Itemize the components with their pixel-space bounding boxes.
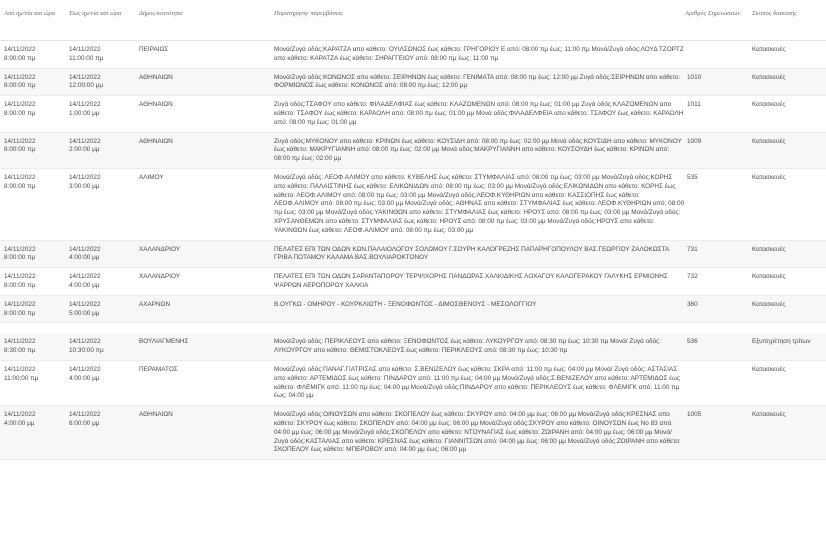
table-row	[0, 240, 826, 268]
end-time: 4:00:00 μμ	[69, 281, 100, 289]
remark-cell: Μονά/Ζυγά οδός: ΠΕΡΙΚΛΕΟΥΣ απο κάθετο: ΞΕΝΟΦΩΝΤΟΣ έως κάθετο: ΛΥΚΟΥΡΓΟΥ από: 08:30 πμ έως: 10:30 πμ Μονά/ Ζυγά οδός: ΛΥΚΟΥΡΓΟΥ απο κάθετο: ΘΕΜΙΣΤΟΚΛΕΟΥΣ έως κάθετο: ΠΕΡΙΚΛΕΟΥΣ από: 08:30 πμ έως: 10:30 πμ	[274, 333, 685, 360]
end-time: 4:00:00 μμ	[69, 254, 100, 262]
end-cell	[69, 333, 139, 360]
end-cell	[69, 268, 139, 296]
start-time: 8:00:00 πμ	[4, 146, 36, 154]
start-time: 8:00:00 πμ	[4, 182, 36, 190]
end-time: 12:00:00 μμ	[69, 82, 104, 90]
end-cell	[69, 68, 139, 96]
remark-cell: Μονά/Ζυγά οδός:ΚΟΝΩΝΟΣ απο κάθετο: ΣΕΙΡΗΝΩΝ έως κάθετο: ΓΕΝΙΜΑΤΑ από: 08:00 πμ έως: 12:00 μμ Ζυγά οδός:ΣΕΙΡΗΝΩΝ απο κάθετο: ΦΟΡΜΙΩΝΟΣ έως κάθετο: ΚΟΝΩΝΟΣ από: 08:00 πμ έως: 12:00 μμ	[274, 68, 685, 96]
reason-cell: Κατασκευές	[752, 295, 826, 323]
remark-cell: Μονά/Ζυγά οδός:ΚΑΡΑΤΖΑ απο κάθετο: ΟΥΙΛΣΩΝΟΣ έως κάθετο: ΓΡΗΓΟΡΙΟΥ Ε από: 08:00 πμ έως: 11:00 πμ Μονά/Ζυγά οδός:ΛΟΥΔ ΤΖΟΡΤΖ απο κάθετο: ΚΑΡΑΤΖΑ έως κάθετο: ΣΗΡΑΓΓΕΙΟΥ από: 08:00 πμ έως: 11:00 πμ	[274, 41, 685, 69]
municipality-cell: ΧΑΛΑΝΔΡΙΟΥ	[139, 240, 274, 268]
start-time: 8:00:00 πμ	[4, 82, 36, 90]
end-cell	[69, 41, 139, 69]
remark-cell: Β.ΟΥΓΚΩ - ΟΜΗΡΟΥ - ΚΟΥΡΚΛΙΩΤΗ - ΞΕΝΟΦΩΝΤΟΣ - ΔΙΜΟΣΘΕΝΟΥΣ - ΜΕΣΟΛΟΓΓΙΟΥ	[274, 295, 685, 323]
reason-cell: Κατασκευές	[752, 406, 826, 460]
start-date: 14/11/2022	[4, 73, 36, 81]
table-row	[0, 168, 826, 240]
header-count[interactable]: Αριθμός Σημειώσεων	[685, 0, 752, 41]
municipality-cell: ΒΟΥΛΙΑΓΜΕΝΗΣ	[139, 333, 274, 360]
table-row	[0, 268, 826, 296]
remark-cell: ΠΕΛΑΤΕΣ ΕΠΙ ΤΩΝ ΟΔΩΝ ΣΑΡΑΝΤΑΠΟΡΟΥ ΤΕΡΨΙΧΟΡΗΣ ΠΑΝΔΩΡΑΣ ΧΑΛΚΙΔΙΚΗΣ ΛΟΧΑΓΟΥ ΚΑΛΟΓΕΡΑΚΟΥ ΓΑΛΥΚΗΣ ΕΡΜΙΟΝΗΣ ΨΑΡΡΩΝ ΑΕΡΟΠΟΡΟΥ ΧΑΛΚΙΑ	[274, 268, 685, 296]
start-cell	[0, 360, 69, 405]
remark-cell: Ζυγά οδός:ΤΣΑΦΟΥ απο κάθετο: ΦΙΛΑΔΕΛΦΙΑΣ έως κάθετο: ΚΛΑΖΟΜΕΝΩΝ από: 08:00 πμ έως: 01:00 μμ Ζυγά οδός:ΚΛΑΖΟΜΕΝΩΝ απο κάθετο: ΤΣΑΦΟΥ έως κάθετο: ΚΑΡΑΟΛΗ από: 08:00 πμ έως: 01:00 μμ Μονά οδός:ΦΙΛΑΔΕΛΦΕΙΑ απο κάθετο: ΤΣΑΦΟΥ έως κάθετο: ΚΑΡΑΟΛΗ από: 08:00 πμ έως: 01:00 μμ	[274, 96, 685, 132]
end-time: 1:00:00 μμ	[69, 109, 100, 117]
end-time: 6:00:00 μμ	[69, 419, 100, 427]
remark-cell: ΠΕΛΑΤΕΣ ΕΠΙ ΤΩΝ ΟΔΩΝ ΚΩΝ.ΠΑΛΑΙΟΛΟΓΟΥ ΣΟΛΩΜΟΥ Γ.ΣΟΥΡΗ ΚΑΛΟΓΡΕΖΗΣ ΠΑΠΑΡΗΓΟΠΟΥΛΟΥ ΒΑΣ.ΓΕΩΡΓΙΟΥ ΖΑΛΟΚΩΣΤΑ ΓΡΙΒΑ ΠΟΤΑΜΟΥ ΚΑΛΑΜΑ ΒΑΣ.ΒΟΥΛΙΑΡΟΚΤΟΝΟΥ	[274, 240, 685, 268]
start-time: 11:00:00 πμ	[4, 374, 39, 382]
table-row	[0, 68, 826, 96]
end-time: 3:00:00 μμ	[69, 182, 100, 190]
end-date: 14/11/2022	[69, 46, 101, 53]
header-reason[interactable]: Σκοπός διακοπής	[752, 0, 826, 41]
count-cell: 731	[685, 240, 752, 268]
table-row	[0, 360, 826, 405]
start-date: 14/11/2022	[4, 411, 36, 419]
header-end[interactable]: Έως ημ/νία και ώρα	[69, 0, 139, 41]
end-date: 14/11/2022	[69, 173, 101, 181]
end-time: 2:00:00 μμ	[69, 146, 100, 154]
start-date: 14/11/2022	[4, 273, 36, 281]
reason-cell: Κατασκευές	[752, 268, 826, 296]
end-date: 14/11/2022	[69, 338, 101, 346]
end-date: 14/11/2022	[69, 101, 101, 109]
table-row	[0, 132, 826, 168]
municipality-cell: ΑΘΗΝΑΙΩΝ	[139, 96, 274, 132]
remark-cell: Μονά/Ζυγά οδός:ΟΙΝΟΥΣΩΝ απο κάθετο: ΣΚΟΠΕΛΟΥ έως κάθετο: ΣΚΥΡΟΥ από: 04:00 μμ έως: 06:00 μμ Μονά/Ζυγά οδός:ΚΡΕΣΝΑΣ απο κάθετο: ΣΚΥΡΟΥ έως κάθετο: ΣΚΟΠΕΛΟΥ από: 04:00 μμ έως: 06:00 μμ Μονά/Ζυγά οδός:ΣΚΥΡΟΥ απο κάθετο: ΟΙΝΟΥΣΩΝ έως Νο 83 από: 04:00 μμ έως: 06:00 μμ Μονά/Ζυγά οδός:ΣΚΟΠΕΛΟΥ απο κάθετο: ΝΤΟΥΝΑΓΙΑΣ έως κάθετο: ΖΩΙΡΑΝΗ από: 04:00 μμ έως: 06:00 μμ Μονά/Ζυγά οδός:ΚΑΣΤΑΛΙΑΣ απο κάθετο: ΚΡΕΣΝΑΣ έως κάθετο: ΓΙΑΝΝΙΤΣΩΝ από: 04:00 μμ έως: 06:00 μμ Μονά/Ζυγά οδός:ΖΩΙΡΑΝΗ απο κάθετο: ΣΚΟΠΕΛΟΥ έως κάθετο: ΜΠΕΡΟΒΟΥ από: 04:00 μμ έως: 06:00 μμ	[274, 406, 685, 460]
count-cell: 535	[685, 168, 752, 240]
start-cell	[0, 96, 69, 132]
remark-cell: Μονά/Ζυγά οδός:ΠΑΝΑΓ.ΓΙΑΤΡΙΣΑΣ απο κάθετο: Σ.ΒΕΝΙΖΕΛΟΥ έως κάθετο: ΣΚΡΑ από: 11:00 πμ έως: 04:00 μμ Μονά/ Ζυγά οδός: ΑΣΤΑΣΙΑΣ απο κάθετο: ΑΡΤΕΜΙΔΟΣ έως κάθετο: ΠΙΝΔΑΡΟΥ από: 11:00 πμ έως: 04:00 μμ Μονά/Ζυγά οδός:Σ.ΒΕΝΙΖΕΛΟΥ απο κάθετο: ΑΡΤΕΜΙΔΟΣ έως κάθετο: ΦΛΕΜΙΓΚ από: 11:00 πμ έως: 04:00 μμ Μονά/Ζυγά οδός:ΠΙΝΔΑΡΟΥ απο κάθετο: ΠΕΡΙΚΛΕΟΥΣ έως κάθετο: ΦΛΕΜΙΓΚ από: 11:00 πμ έως: 04:00 μμ	[274, 360, 685, 405]
municipality-cell: ΑΘΗΝΑΙΩΝ	[139, 406, 274, 460]
end-date: 14/11/2022	[69, 300, 101, 308]
count-cell: 1009	[685, 132, 752, 168]
count-cell: 536	[685, 333, 752, 360]
end-date: 14/11/2022	[69, 365, 101, 373]
start-date: 14/11/2022	[4, 338, 36, 346]
count-cell: 1010	[685, 68, 752, 96]
municipality-cell: ΑΘΗΝΑΙΩΝ	[139, 132, 274, 168]
start-time: 4:00:00 μμ	[4, 419, 35, 427]
count-cell: 1011	[685, 96, 752, 132]
header-municipality[interactable]: Δήμος/κοινότητα	[139, 0, 274, 41]
reason-cell: Κατασκευές	[752, 41, 826, 69]
end-cell	[69, 240, 139, 268]
count-cell	[685, 360, 752, 405]
start-date: 14/11/2022	[4, 101, 36, 109]
start-cell	[0, 41, 69, 69]
reason-cell: Κατασκευές	[752, 132, 826, 168]
table-row	[0, 406, 826, 460]
municipality-cell: ΠΕΙΡΑΙΩΣ	[139, 41, 274, 69]
start-cell	[0, 406, 69, 460]
start-cell	[0, 132, 69, 168]
start-cell	[0, 68, 69, 96]
start-date: 14/11/2022	[4, 300, 36, 308]
municipality-cell: ΑΘΗΝΑΙΩΝ	[139, 68, 274, 96]
start-date: 14/11/2022	[4, 365, 36, 373]
reason-cell: Κατασκευές	[752, 240, 826, 268]
start-date: 14/11/2022	[4, 245, 36, 253]
count-cell: 732	[685, 268, 752, 296]
start-time: 8:00:00 πμ	[4, 109, 36, 117]
municipality-cell: ΠΕΡΑΜΑΤΟΣ	[139, 360, 274, 405]
start-time: 8:00:00 πμ	[4, 281, 36, 289]
remark-cell: Μονά/Ζυγά οδός: ΛΕΟΦ.ΑΛΙΜΟΥ απο κάθετο: ΚΥΒΕΛΗΣ έως κάθετο: ΣΤΥΜΦΑΛΙΑΣ από: 08:00 πμ έως: 03:00 μμ Μονά/Ζυγά οδός:ΚΟΡΗΣ απο κάθετο: ΠΑΛΑΙΣΤΙΝΗΣ έως κάθετο: ΕΛΙΚΩΝΙΔΩΝ από: 08:00 πμ έως: 03:00 μμ Μονά/Ζυγά οδός:ΕΛΙΚΩΝΙΔΩΝ απο κάθετο: ΚΟΡΗΣ έως κάθετο: ΛΕΟΦ.ΑΛΙΜΟΥ από: 08:00 πμ έως: 03:00 μμ Μονά/Ζυγά οδός:ΛΕΟΦ.ΚΥΘΗΡΙΩΝ απο κάθετο: ΚΑΣΣΙΟΠΗΣ έως κάθετο: ΛΕΟΦ.ΑΛΙΜΟΥ από: 08:00 πμ έως: 03:00 μμ Μονά/Ζυγά οδός: ΑΘΗΝΑΣ απο κάθετο: ΣΤΥΜΦΑΛΙΑΣ έως κάθετο: ΛΕΟΦ.ΚΥΘΗΡΙΩΝ από: 08:00 πμ έως: 03:00 μμ Μονά/Ζυγά οδός:ΥΑΚΙΝΘΩΝ απο κάθετο: ΣΤΥΜΦΑΛΙΑΣ έως κάθετο: ΗΡΟΥΣ από: 08:00 πμ έως: 03:00 μμ Μονά/Ζυγά οδός: ΧΡΥΣΑΝΘΕΜΩΝ απο κάθετο: ΣΤΥΜΦΑΛΙΑΣ έως κάθετο: ΗΡΟΥΣ από: 08:00 πμ έως: 03:00 μμ Μονά/Ζυγά οδός:ΗΡΟΥΣ απο κάθετο: ΥΑΚΙΝΘΩΝ έως κάθετο: ΛΕΟΦ.ΑΛΙΜΟΥ από: 08:00 πμ έως: 03:00 μμ	[274, 168, 685, 240]
start-time: 8:00:00 πμ	[4, 309, 36, 317]
municipality-cell: ΑΧΑΡΝΩΝ	[139, 295, 274, 323]
reason-cell: Κατασκευές	[752, 168, 826, 240]
start-cell	[0, 295, 69, 323]
remark-cell: Ζυγά οδός:ΜΥΚΟΝΟΥ απο κάθετο: ΚΡΙΝΩΝ έως κάθετο: ΚΟΥΣΙΔΗ από: 08:00 πμ έως: 02:00 μμ Μονά οδός:ΚΟΥΣΙΔΗ απο κάθετο: ΜΥΚΟΝΟΥ έως κάθετο: ΜΑΚΡΥΓΙΑΝΝΗ από: 08:00 πμ έως: 02:00 μμ Μονά οδός:ΜΑΚΡΥΓΙΑΝΝΗ απο κάθετο: ΚΟΥΣΟΥΔΗ έως κάθετο: ΚΡΙΝΩΝ από: 08:00 πμ έως: 02:00 μμ	[274, 132, 685, 168]
start-time: 8:00:00 πμ	[4, 254, 36, 262]
start-time: 8:30:00 πμ	[4, 347, 36, 355]
table-row	[0, 295, 826, 323]
municipality-cell: ΧΑΛΑΝΔΡΙΟΥ	[139, 268, 274, 296]
end-cell	[69, 360, 139, 405]
end-date: 14/11/2022	[69, 273, 101, 281]
end-time: 10:30:00 πμ	[69, 347, 104, 355]
municipality-cell: ΑΛΙΜΟΥ	[139, 168, 274, 240]
end-time: 5:00:00 μμ	[69, 309, 100, 317]
end-date: 14/11/2022	[69, 73, 101, 81]
header-remark[interactable]: Παρατηρηση/ παρεμβάσεις	[274, 0, 685, 41]
start-date: 14/11/2022	[4, 173, 36, 181]
start-cell	[0, 168, 69, 240]
table-header-row	[0, 0, 826, 41]
start-cell	[0, 240, 69, 268]
reason-cell: Κατασκευές	[752, 360, 826, 405]
start-date: 14/11/2022	[4, 137, 36, 145]
end-cell	[69, 295, 139, 323]
end-cell	[69, 168, 139, 240]
end-cell	[69, 96, 139, 132]
end-date: 14/11/2022	[69, 137, 101, 145]
end-cell	[69, 132, 139, 168]
spacer-row	[0, 323, 826, 334]
count-cell	[685, 41, 752, 69]
end-date: 14/11/2022	[69, 245, 101, 253]
table-body	[0, 41, 826, 460]
end-time: 4:00:00 μμ	[69, 374, 100, 382]
reason-cell: Κατασκευές	[752, 68, 826, 96]
header-start[interactable]: Από ημ/νία και ώρα	[0, 0, 69, 41]
reason-cell: Εξυπηρέτηση τρίτων	[752, 333, 826, 360]
start-cell	[0, 333, 69, 360]
start-cell	[0, 268, 69, 296]
start-date: 14/11/2022	[4, 46, 36, 53]
end-time: 11:00:00 πμ	[69, 54, 104, 62]
start-time: 8:00:00 πμ	[4, 54, 36, 62]
count-cell: 360	[685, 295, 752, 323]
table-row	[0, 96, 826, 132]
reason-cell: Κατασκευές	[752, 96, 826, 132]
table-row	[0, 333, 826, 360]
end-date: 14/11/2022	[69, 411, 101, 419]
spacer-cell	[0, 323, 826, 334]
count-cell: 1005	[685, 406, 752, 460]
table-row	[0, 41, 826, 69]
end-cell	[69, 406, 139, 460]
